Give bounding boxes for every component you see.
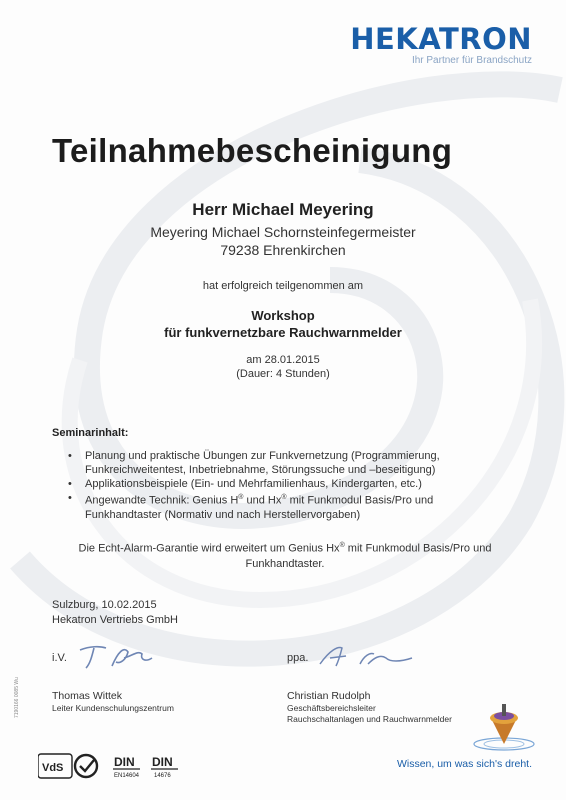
logo-tagline: Ihr Partner für Brandschutz — [411, 55, 532, 66]
signer-right-name: Christian Rudolph — [287, 690, 371, 702]
din2-number: 14676 — [154, 773, 171, 779]
spinning-top-icon — [466, 700, 536, 756]
guarantee-text-a: Die Echt-Alarm-Garantie wird erweitert um Genius Hx — [78, 542, 340, 555]
seminar-content-list — [68, 449, 488, 522]
signer-left-role: Leiter Kundenschulungszentrum — [52, 703, 174, 713]
ppa-prefix: ppa. — [287, 652, 309, 664]
issue-block — [52, 598, 178, 628]
bullet-icon: • — [68, 492, 72, 504]
slogan-text: Wissen, um was sich's dreht. — [396, 758, 532, 770]
signature-left — [76, 638, 156, 672]
vds-label: VdS — [42, 762, 64, 774]
participation-text: hat erfolgreich teilgenommen am — [202, 280, 364, 292]
seminar-heading: Seminarinhalt: — [52, 427, 129, 439]
signer-left — [52, 690, 174, 714]
signature-right — [316, 640, 416, 670]
din-en14604-seal — [113, 755, 140, 779]
list-item-text-a: Angewandte Technik: Genius H — [85, 494, 239, 507]
bullet-icon: • — [68, 478, 72, 490]
list-item-text-b: und Hx — [243, 494, 282, 507]
issuer-name: Hekatron Vertriebs GmbH — [52, 614, 178, 626]
din-14676-seal — [151, 755, 178, 779]
list-item-text: Planung und praktische Übungen zur Funkvernetzung (Programmierung, Funkreichweitentest, Inbetriebnahme, Störungssuche und –beseitigung) — [85, 450, 440, 476]
signer-right-role-2: Rauchschaltanlagen und Rauchwarnmelder — [287, 714, 452, 724]
signer-right — [287, 690, 452, 725]
workshop-duration: (Dauer: 4 Stunden) — [236, 368, 330, 380]
registered-mark: ® — [339, 542, 345, 549]
din1-label: DIN — [114, 755, 135, 769]
certificate-title: Teilnahmebescheinigung — [52, 132, 453, 169]
signer-right-role-1: Geschäftsbereichsleiter — [287, 703, 376, 713]
place-date: Sulzburg, 10.02.2015 — [52, 599, 157, 611]
workshop-date: am 28.01.2015 — [246, 354, 320, 366]
workshop-subtitle: für funkvernetzbare Rauchwarnmelder — [164, 325, 402, 340]
list-item-text-c: mit Funkmodul Basis/Pro und Funkhandtaster (Normativ und nach Herstellervorgaben) — [85, 494, 434, 521]
signer-left-name: Thomas Wittek — [52, 690, 123, 702]
iv-prefix: i.V. — [52, 652, 67, 664]
certification-seals — [38, 752, 188, 782]
vds-seal — [38, 754, 97, 778]
bullet-icon: • — [68, 450, 72, 462]
list-item — [68, 477, 488, 491]
guarantee-text — [52, 538, 518, 572]
workshop-title: Workshop — [251, 308, 315, 323]
din1-number: EN14604 — [114, 773, 140, 779]
din2-label: DIN — [152, 755, 173, 769]
registered-mark: ® — [281, 494, 287, 501]
registered-mark: ® — [238, 494, 244, 501]
document-code: 7190166 0085 Wu — [14, 677, 20, 718]
recipient-address: 79238 Ehrenkirchen — [220, 242, 346, 258]
list-item — [68, 491, 488, 522]
hekatron-logo — [350, 24, 532, 67]
recipient-company: Meyering Michael Schornsteinfegermeister — [150, 224, 416, 240]
logo-wordmark: HEKATRON — [350, 22, 532, 56]
list-item — [68, 449, 488, 477]
recipient-name: Herr Michael Meyering — [192, 200, 374, 219]
list-item-text: Applikationsbeispiele (Ein- und Mehrfamilienhaus, Kindergarten, etc.) — [85, 478, 422, 490]
guarantee-text-b: mit Funkmodul Basis/Pro und Funkhandtaster. — [245, 542, 492, 570]
